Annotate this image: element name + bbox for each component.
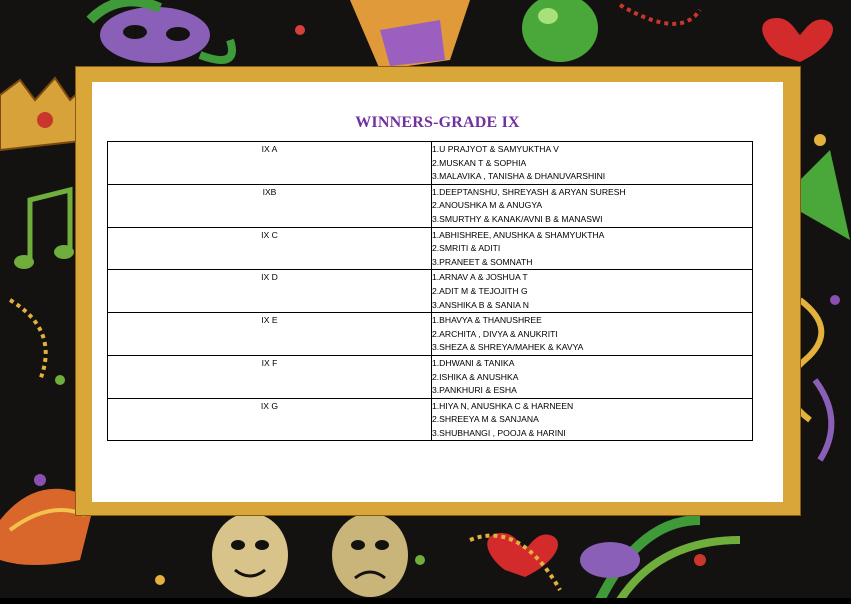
- winner-line: 2.ANOUSHKA M & ANUGYA: [432, 200, 543, 211]
- winners-cell: [432, 227, 753, 270]
- winners-cell: [432, 313, 753, 356]
- table-row: [108, 355, 753, 398]
- winner-line: 3.SHUBHANGI , POOJA & HARINI: [432, 427, 566, 438]
- class-cell: IXB: [108, 184, 432, 227]
- winner-line: 2.MUSKAN T & SOPHIA: [432, 157, 527, 168]
- table-row: [108, 227, 753, 270]
- winner-line: 3.PRANEET & SOMNATH: [432, 256, 533, 267]
- winners-sheet: [92, 82, 783, 502]
- winners-cell: [432, 398, 753, 441]
- winner-line: 3.PANKHURI & ESHA: [432, 385, 517, 396]
- winner-line: 1.BHAVYA & THANUSHREE: [432, 315, 542, 326]
- winner-line: 1.ABHISHREE, ANUSHKA & SHAMYUKTHA: [432, 229, 605, 240]
- winner-line: 2.ADIT M & TEJOJITH G: [432, 285, 528, 296]
- winner-line: 1.U PRAJYOT & SAMYUKTHA V: [432, 144, 559, 154]
- class-cell: IX E: [108, 313, 432, 356]
- winner-line: 3.MALAVIKA , TANISHA & DHANUVARSHINI: [432, 171, 606, 182]
- winners-cell: [432, 270, 753, 313]
- winners-cell: [432, 184, 753, 227]
- winner-line: 1.DEEPTANSHU, SHREYASH & ARYAN SURESH: [432, 186, 626, 197]
- class-cell: IX C: [108, 227, 432, 270]
- table-row: [108, 398, 753, 441]
- winners-table: [107, 141, 753, 441]
- class-cell: IX G: [108, 398, 432, 441]
- winner-line: 1.ARNAV A & JOSHUA T: [432, 272, 528, 283]
- class-cell: IX A: [108, 142, 432, 185]
- winner-line: 3.SHEZA & SHREYA/MAHEK & KAVYA: [432, 342, 584, 353]
- winner-line: 1.HIYA N, ANUSHKA C & HARNEEN: [432, 400, 574, 411]
- table-row: [108, 142, 753, 185]
- winner-line: 2.ARCHITA , DIVYA & ANUKRITI: [432, 328, 558, 339]
- winners-cell: [432, 142, 753, 185]
- class-cell: IX D: [108, 270, 432, 313]
- winner-line: 2.SMRITI & ADITI: [432, 243, 501, 254]
- winner-line: 2.ISHIKA & ANUSHKA: [432, 371, 519, 382]
- winner-line: 3.SMURTHY & KANAK/AVNI B & MANASWI: [432, 213, 603, 224]
- bottom-edge: [0, 598, 851, 604]
- winner-line: 2.SHREEYA M & SANJANA: [432, 414, 539, 425]
- page-title: WINNERS-GRADE IX: [355, 114, 520, 131]
- winner-line: 3.ANSHIKA B & SANIA N: [432, 299, 529, 310]
- class-cell: IX F: [108, 355, 432, 398]
- table-row: [108, 313, 753, 356]
- table-row: [108, 270, 753, 313]
- winner-line: 1.DHWANI & TANIKA: [432, 357, 515, 368]
- winners-cell: [432, 355, 753, 398]
- winners-table-body: [108, 142, 753, 441]
- table-row: [108, 184, 753, 227]
